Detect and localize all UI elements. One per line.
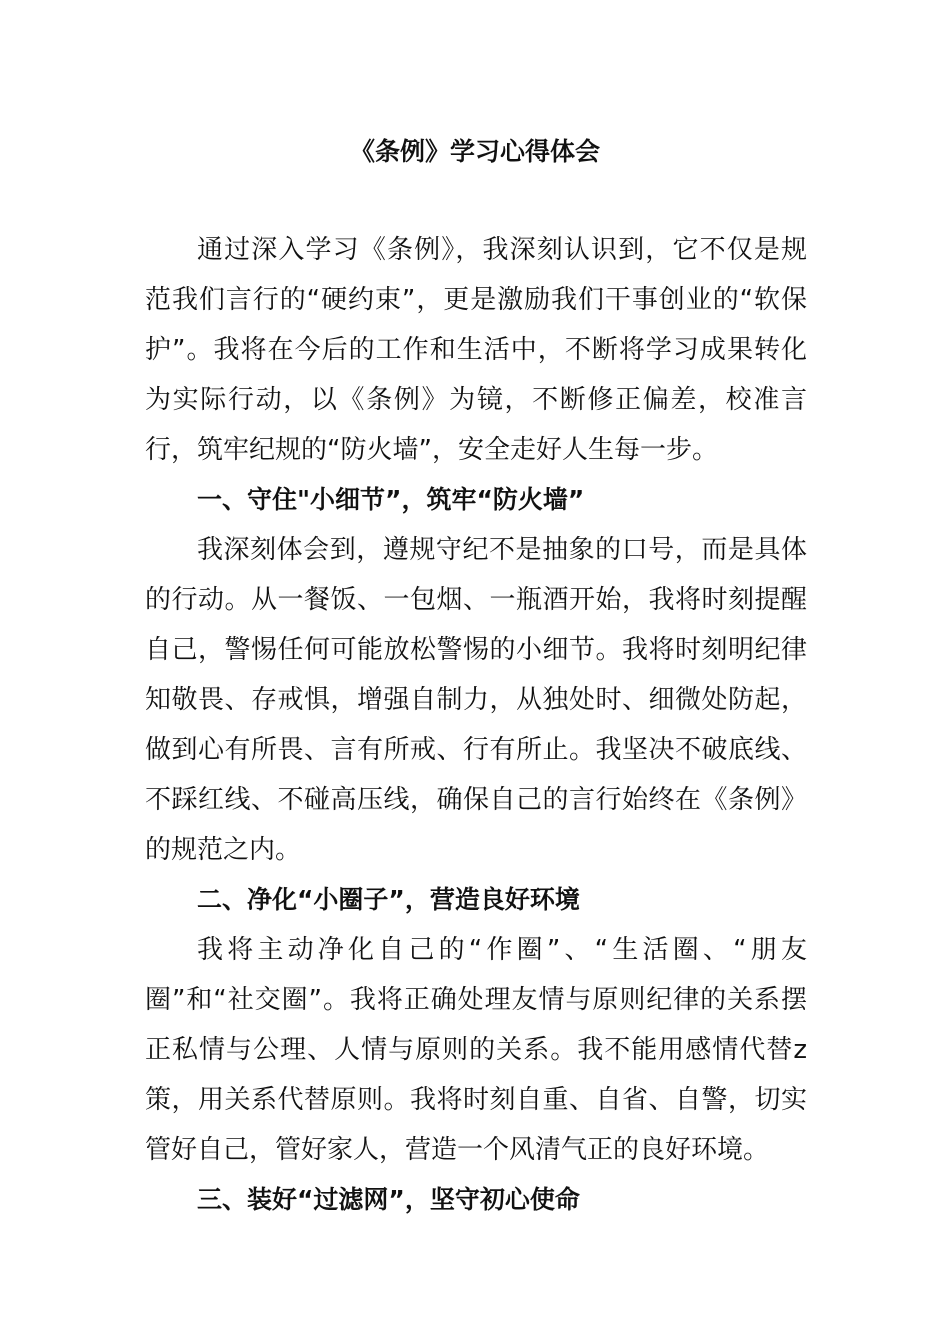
section-1-paragraph: 我深刻体会到，遵规守纪不是抽象的口号，而是具体的行动。从一餐饭、一包烟、一瓶酒开始，我将时刻提醒自己，警惕任何可能放松警惕的小细节。我将时刻明纪律知敬畏、存戒惧，增强自制力，从独处时、细微处防起，做到心有所畏、言有所戒、行有所止。我坚决不破底线、不踩红线、不碰高压线，确保自己的言行始终在《条例》的规范之内。 <box>145 535 807 865</box>
section-2-paragraph: 我将主动净化自己的“作圈”、“生活圈、“朋友圈”和“社交圈”。我将正确处理友情与原则纪律的关系摆正私情与公理、人情与原则的关系。我不能用感情代替z策，用关系代替原则。我将时刻自重、自省、自警，切实管好自己，管好家人，营造一个风清气正的良好环境。 <box>145 935 807 1165</box>
section-1-heading: 一、守住"小细节”，筑牢“防火墙” <box>197 485 585 514</box>
document-title: 《条例》学习心得体会 <box>349 137 600 166</box>
section-2-heading: 二、净化“小圈子”，营造良好环境 <box>197 885 580 914</box>
section-3-heading: 三、装好“过滤网”，坚守初心使命 <box>197 1185 580 1214</box>
intro-paragraph: 通过深入学习《条例》，我深刻认识到，它不仅是规范我们言行的“硬约束”，更是激励我们干事创业的“软保护”。我将在今后的工作和生活中，不断将学习成果转化为实际行动，以《条例》为镜，不断修正偏差，校准言行，筑牢纪规的“防火墙”，安全走好人生每一步。 <box>145 235 807 465</box>
document-body <box>145 225 807 1225</box>
